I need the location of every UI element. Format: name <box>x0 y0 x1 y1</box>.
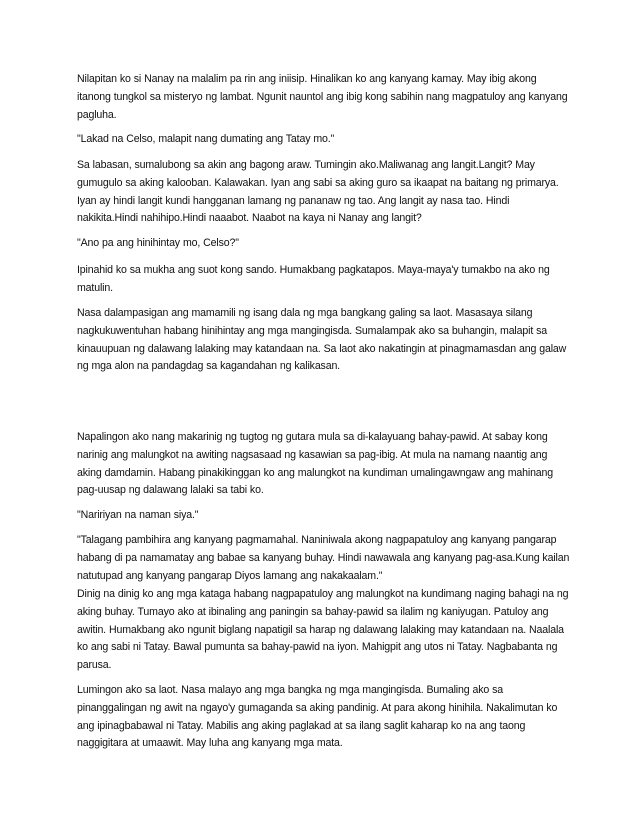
paragraph-5: Ipinahid ko sa mukha ang suot kong sando. Humakbang pagkatapos. Maya-maya'y tumakbo na ako ng matulin. <box>77 264 550 294</box>
paragraph-1: Nilapitan ko si Nanay na malalim pa rin ang iniisip. Hinalikan ko ang kanyang kamay. May ibig akong itanong tungkol sa misteryo ng lambat. Ngunit nauntol ang ibig kong sabihin nang magpatuloy ang kanyang pagluha. <box>77 73 568 121</box>
paragraph-9: "Talagang pambihira ang kanyang pagmamahal. Naniniwala akong nagpapatuloy ang kanyang pangarap habang di pa namamatay ang babae sa kanyang buhay. Hindi nawawala ang kanyang pag-asa.Kung kailan natutupad ang kanyang pangarap Diyos lamang ang nakakaalam." <box>77 534 570 582</box>
paragraph-8: "Naririyan na naman siya." <box>77 509 199 521</box>
paragraph-11: Lumingon ako sa laot. Nasa malayo ang mga bangka ng mga mangingisda. Bumaling ako sa pinanggalingan ng awit na ngayo'y gumaganda sa aking pandinig. At para akong hinihila. Nakalimutan ko ang ipinagbabawal ni Tatay. Mabilis ang aking paglakad at sa ilang saglit kaharap ko na ang taong naggigitara at umaawit. May luha ang kanyang mga mata. <box>77 684 558 750</box>
paragraph-10: Dinig na dinig ko ang mga kataga habang nagpapatuloy ang malungkot na kundimang naging bahagi na ng aking buhay. Tumayo ako at ibinaling ang paningin sa bahay-pawid sa ilalim ng kaniyugan. Patuloy ang awitin. Humakbang ako ngunit biglang napatigil sa harap ng dalawang lalaking may katandaan na. Naalala ko ang sabi ni Tatay. Bawal pumunta sa bahay-pawid na iyon. Mahigpit ang utos ni Tatay. Nagbabanta ng parusa. <box>77 588 569 672</box>
paragraph-3: Sa labasan, sumalubong sa akin ang bagong araw. Tumingin ako.Maliwanag ang langit.Langit? May gumugulo sa aking kalooban. Kalawakan. Iyan ang sabi sa aking guro sa ikaapat na baitang ng primarya. Iyan ay hindi langit kundi hangganan lamang ng pananaw ng tao. Ang langit ay nasa tao. Hindi nakikita.Hindi nahihipo.Hindi naaabot. Naabot na kaya ni Nanay ang langit? <box>77 159 559 225</box>
paragraph-2: "Lakad na Celso, malapit nang dumating ang Tatay mo." <box>77 133 335 145</box>
paragraph-6: Nasa dalampasigan ang mamamili ng isang dala ng mga bangkang galing sa laot. Masasaya silang nagkukuwentuhan habang hinihintay ang mga mangingisda. Sumalampak ako sa buhangin, malapit sa kinauupuan ng dalawang lalaking may katandaan na. Sa laot ako nakatingin at pinagmamasdan ang galaw ng mga alon na pandagdag sa kagandahan ng kalikasan. <box>77 307 567 373</box>
paragraph-7: Napalingon ako nang makarinig ng tugtog ng gutara mula sa di-kalayuang bahay-pawid. At sabay kong narinig ang malungkot na awiting nagsasaad ng kasawian sa pag-ibig. At mula na namang naantig ang aking damdamin. Habang pinakikinggan ko ang malungkot na kundiman umalingawngaw ang mahinang pag-uusap ng dalawang lalaki sa tabi ko. <box>77 431 554 497</box>
paragraph-4: "Ano pa ang hinihintay mo, Celso?" <box>77 237 239 249</box>
